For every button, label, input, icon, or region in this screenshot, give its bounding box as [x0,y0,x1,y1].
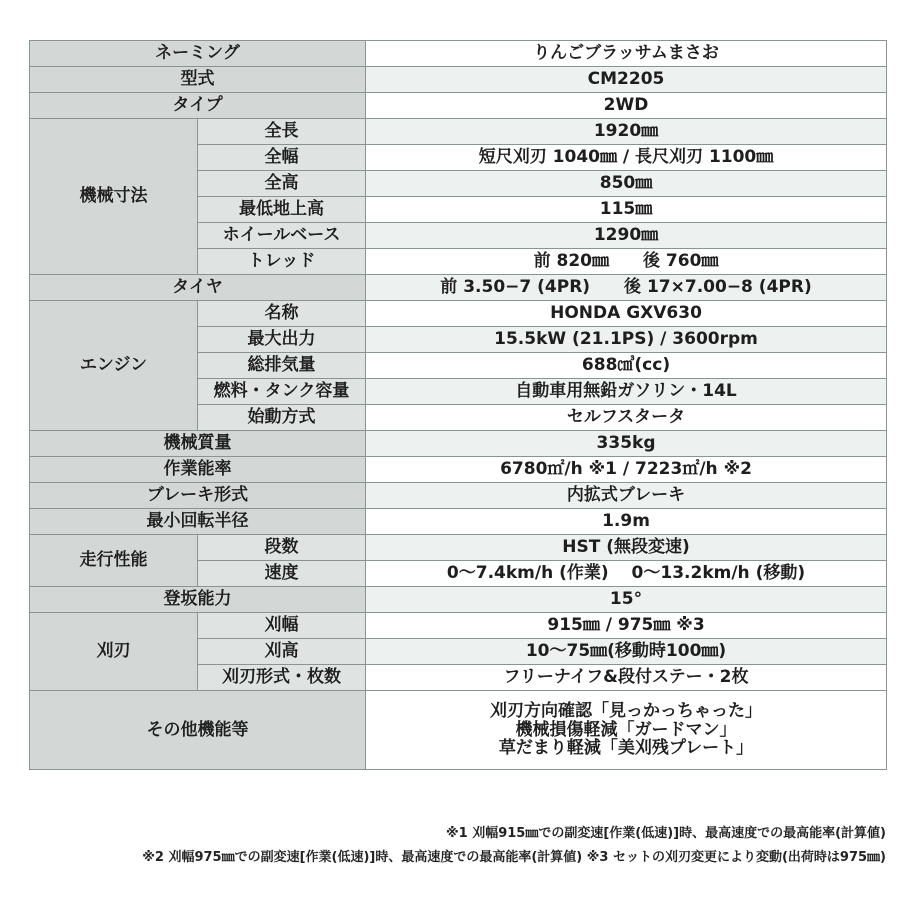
spec-label: タイプ [30,93,366,119]
spec-value: 前 820㎜ 後 760㎜ [366,249,887,275]
spec-row [30,509,887,535]
spec-sub-label: 燃料・タンク容量 [198,379,366,405]
spec-value: HONDA GXV630 [366,301,887,327]
spec-row [30,119,887,145]
spec-sub-label: 速度 [198,561,366,587]
spec-row [30,587,887,613]
spec-value: 15.5kW (21.1PS) / 3600rpm [366,327,887,353]
spec-value: 10〜75㎜(移動時100㎜) [366,639,887,665]
spec-group-label: 機械寸法 [30,119,198,275]
spec-label: 作業能率 [30,457,366,483]
spec-label: ネーミング [30,41,366,67]
spec-sub-label: 全長 [198,119,366,145]
spec-value: 内拡式ブレーキ [366,483,887,509]
spec-row [30,275,887,301]
spec-row [30,93,887,119]
spec-value: 1.9m [366,509,887,535]
spec-row [30,301,887,327]
spec-value: 0〜7.4km/h (作業) 0〜13.2km/h (移動) [366,561,887,587]
spec-row [30,457,887,483]
spec-sub-label: 最低地上高 [198,197,366,223]
spec-value: 15° [366,587,887,613]
footnote-2: ※2 刈幅975㎜での副変速[作業(低速)]時、最高速度での最高能率(計算値) ※3 セットの刈刃変更により変動(出荷時は975㎜) [142,850,886,865]
spec-group-label: 走行性能 [30,535,198,587]
spec-value: 688㎤(cc) [366,353,887,379]
spec-value: 前 3.50−7 (4PR) 後 17×7.00−8 (4PR) [366,275,887,301]
spec-label: タイヤ [30,275,366,301]
spec-value: フリーナイフ&段付ステー・2枚 [366,665,887,691]
spec-table [29,40,887,770]
spec-label: 機械質量 [30,431,366,457]
spec-group-label: エンジン [30,301,198,431]
spec-value: CM2205 [366,67,887,93]
spec-value: 1920㎜ [366,119,887,145]
spec-value: 6780㎡/h ※1 / 7223㎡/h ※2 [366,457,887,483]
spec-sub-label: 刈刃形式・枚数 [198,665,366,691]
spec-sub-label: 刈幅 [198,613,366,639]
spec-sub-label: ホイールベース [198,223,366,249]
spec-label: その他機能等 [30,691,366,770]
spec-sub-label: 全高 [198,171,366,197]
spec-value: 短尺刈刃 1040㎜ / 長尺刈刃 1100㎜ [366,145,887,171]
spec-value: 335kg [366,431,887,457]
spec-group-label: 刈刃 [30,613,198,691]
spec-value-line: 機械損傷軽減「ガードマン」 [515,719,737,740]
spec-value-line: 刈刃方向確認「見っかっちゃった」 [490,700,763,721]
spec-value: 115㎜ [366,197,887,223]
spec-sub-label: 刈高 [198,639,366,665]
spec-value: 850㎜ [366,171,887,197]
spec-row [30,535,887,561]
spec-value: 1290㎜ [366,223,887,249]
spec-sub-label: 始動方式 [198,405,366,431]
spec-sub-label: 総排気量 [198,353,366,379]
spec-row [30,41,887,67]
spec-label: ブレーキ形式 [30,483,366,509]
spec-sub-label: トレッド [198,249,366,275]
spec-sub-label: 全幅 [198,145,366,171]
spec-label: 型式 [30,67,366,93]
spec-value: 915㎜ / 975㎜ ※3 [366,613,887,639]
spec-row [30,431,887,457]
spec-row [30,67,887,93]
spec-row [30,691,887,770]
spec-sub-label: 段数 [198,535,366,561]
spec-label: 最小回転半径 [30,509,366,535]
spec-value: セルフスタータ [366,405,887,431]
spec-sub-label: 最大出力 [198,327,366,353]
spec-value: りんごブラッサムまさお [366,41,887,67]
spec-value: HST (無段変速) [366,535,887,561]
spec-value-multiline [366,691,887,770]
spec-value: 自動車用無鉛ガソリン・14L [366,379,887,405]
spec-row [30,613,887,639]
spec-label: 登坂能力 [30,587,366,613]
footnote-1: ※1 刈幅915㎜での副変速[作業(低速)]時、最高速度での最高能率(計算値) [446,826,886,841]
spec-value-line: 草だまり軽減「美刈残プレート」 [498,738,754,759]
spec-sub-label: 名称 [198,301,366,327]
spec-row [30,483,887,509]
spec-value: 2WD [366,93,887,119]
